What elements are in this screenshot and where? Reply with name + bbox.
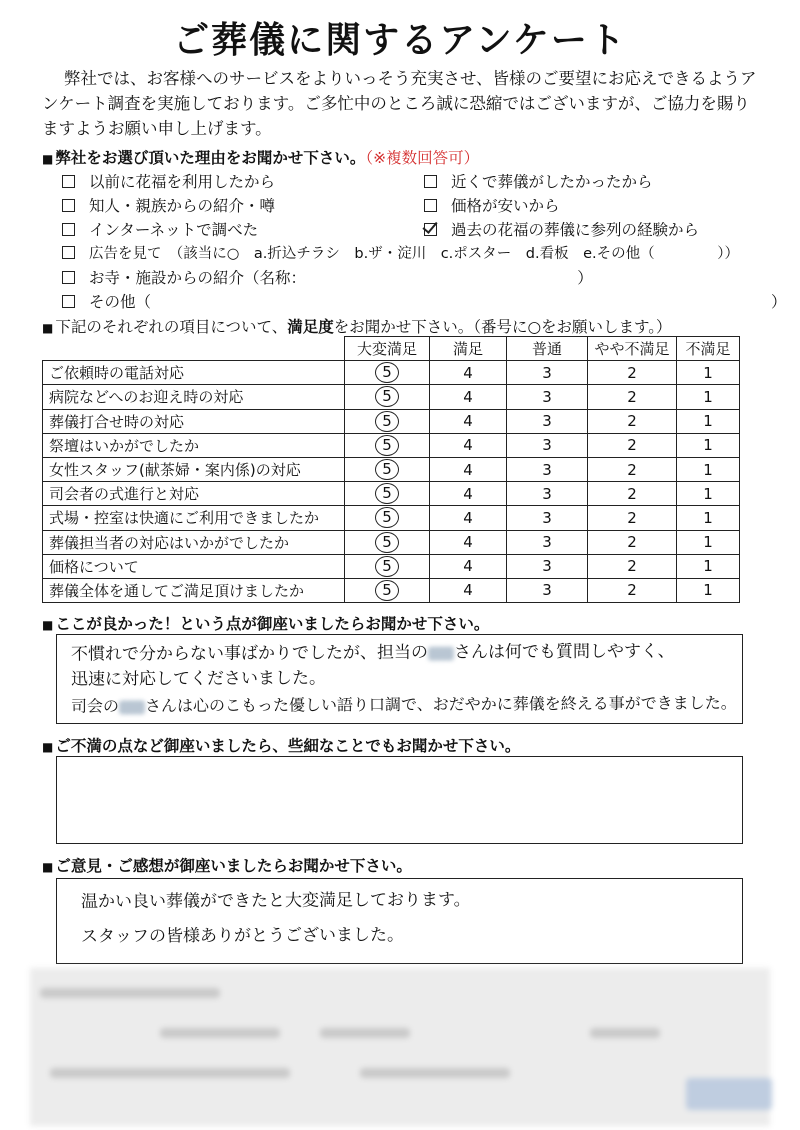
square-bullet-icon: ■ [42, 860, 54, 874]
rating-option[interactable]: 2 [588, 433, 677, 457]
square-bullet-icon: ■ [42, 321, 54, 335]
rating-option[interactable]: 4 [430, 409, 507, 433]
section-comments-heading: ■ ご意見・ご感想が御座いましたらお聞かせ下さい。 [42, 857, 412, 875]
redacted-name [119, 700, 145, 714]
reason-option-checked[interactable]: 過去の花福の葬儀に参列の経験から [424, 218, 699, 240]
table-header: 満足 [430, 337, 507, 361]
rating-option[interactable]: 1 [677, 530, 740, 554]
rating-option[interactable]: 3 [507, 554, 588, 578]
checkbox-icon[interactable] [424, 175, 437, 188]
rating-option[interactable]: 4 [430, 457, 507, 481]
table-row [43, 361, 740, 385]
blurred-footer [30, 968, 770, 1126]
rating-option[interactable]: 1 [677, 433, 740, 457]
table-header: やや不満足 [588, 337, 677, 361]
question-label: 式場・控室は快適にご利用できましたか [43, 506, 345, 530]
page-title: ご葬儀に関するアンケート [173, 20, 627, 61]
handwritten-line: 不慣れで分からない事ばかりでしたが、担当の さんは何でも質問しやすく、 [70, 641, 675, 665]
handwritten-line: 温かい良い葬儀ができたと大変満足しております。 [80, 889, 471, 913]
section-complaints-heading: ■ ご不満の点など御座いましたら、些細なことでもお聞かせ下さい。 [42, 737, 521, 755]
rating-circled: 5 [375, 507, 399, 528]
table-row [43, 554, 740, 578]
good-points-textbox[interactable] [56, 634, 743, 724]
table-row [43, 482, 740, 506]
question-label: 司会者の式進行と対応 [43, 482, 345, 506]
table-row [43, 433, 740, 457]
reason-option-other[interactable]: その他（ ） [62, 290, 787, 312]
checkbox-icon[interactable] [62, 271, 75, 284]
checkbox-icon[interactable] [62, 295, 75, 308]
rating-option[interactable]: 1 [677, 506, 740, 530]
checkbox-checked-icon[interactable] [424, 223, 437, 236]
rating-option[interactable]: 4 [430, 506, 507, 530]
table-row [43, 457, 740, 481]
rating-option[interactable]: 3 [507, 482, 588, 506]
rating-circled: 5 [375, 362, 399, 383]
reason-option-advert[interactable]: 広告を見て （該当に○ a.折込チラシ b.ザ・淀川 c.ポスター d.看板 e.その他（ ）） [62, 242, 739, 263]
rating-option[interactable]: 3 [507, 361, 588, 385]
blurred-text [360, 1068, 510, 1078]
question-label: 葬儀全体を通してご満足頂けましたか [43, 578, 345, 602]
checkbox-icon[interactable] [62, 199, 75, 212]
rating-option[interactable] [345, 409, 430, 433]
rating-option[interactable]: 4 [430, 361, 507, 385]
handwritten-line: 司会の さんは心のこもった優しい語り口調で、おだやかに葬儀を終える事ができました。 [70, 693, 737, 716]
comments-textbox[interactable] [56, 878, 743, 964]
rating-option[interactable]: 3 [507, 506, 588, 530]
question-label: 葬儀担当者の対応はいかがでしたか [43, 530, 345, 554]
complaints-textbox[interactable] [56, 756, 743, 844]
rating-option[interactable]: 1 [677, 554, 740, 578]
rating-option[interactable]: 4 [430, 482, 507, 506]
rating-option[interactable]: 2 [588, 554, 677, 578]
checkbox-icon[interactable] [62, 223, 75, 236]
blurred-stamp [686, 1078, 772, 1110]
blurred-text [590, 1028, 660, 1038]
rating-option[interactable]: 1 [677, 457, 740, 481]
rating-circled: 5 [375, 459, 399, 480]
section-satisfaction-heading: ■ 下記のそれぞれの項目について、満足度をお聞かせ下さい。（番号に○をお願いします。） [42, 318, 672, 336]
table-row [43, 506, 740, 530]
reason-option[interactable]: 近くで葬儀がしたかったから [424, 170, 653, 192]
rating-circled: 5 [375, 411, 399, 432]
redacted-name [428, 646, 454, 660]
rating-option[interactable] [345, 457, 430, 481]
rating-option[interactable] [345, 433, 430, 457]
rating-option[interactable]: 3 [507, 578, 588, 602]
reason-option[interactable]: 知人・親族からの紹介・噂 [62, 194, 275, 216]
table-row [43, 409, 740, 433]
rating-circled: 5 [375, 532, 399, 553]
rating-option[interactable]: 3 [507, 409, 588, 433]
question-label: 病院などへのお迎え時の対応 [43, 385, 345, 409]
checkbox-icon[interactable] [424, 199, 437, 212]
multiple-answer-note: （※複数回答可） [365, 149, 480, 167]
rating-option[interactable]: 3 [507, 457, 588, 481]
table-header: 大変満足 [345, 337, 430, 361]
rating-option[interactable]: 1 [677, 578, 740, 602]
rating-option[interactable]: 4 [430, 554, 507, 578]
table-row [43, 385, 740, 409]
rating-option[interactable]: 2 [588, 530, 677, 554]
table-header [43, 337, 345, 361]
blurred-text [160, 1028, 280, 1038]
reason-option[interactable]: 以前に花福を利用したから [62, 170, 275, 192]
table-header: 普通 [507, 337, 588, 361]
table-row [43, 530, 740, 554]
question-label: 葬儀打合せ時の対応 [43, 409, 345, 433]
rating-option[interactable]: 1 [677, 482, 740, 506]
rating-option[interactable]: 3 [507, 530, 588, 554]
square-bullet-icon: ■ [42, 618, 54, 632]
rating-option[interactable]: 3 [507, 385, 588, 409]
rating-option[interactable]: 2 [588, 457, 677, 481]
rating-option[interactable]: 2 [588, 361, 677, 385]
rating-option[interactable] [345, 554, 430, 578]
rating-option[interactable]: 2 [588, 409, 677, 433]
question-label: 祭壇はいかがでしたか [43, 433, 345, 457]
question-label: 価格について [43, 554, 345, 578]
blurred-text [320, 1028, 410, 1038]
square-bullet-icon: ■ [42, 152, 54, 166]
rating-option[interactable]: 4 [430, 433, 507, 457]
blurred-text [40, 988, 220, 998]
rating-option[interactable]: 2 [588, 385, 677, 409]
reason-option[interactable]: 価格が安いから [424, 194, 560, 216]
table-row [43, 578, 740, 602]
rating-option[interactable] [345, 530, 430, 554]
rating-option[interactable]: 4 [430, 385, 507, 409]
question-label: ご依頼時の電話対応 [43, 361, 345, 385]
rating-option[interactable]: 4 [430, 530, 507, 554]
rating-option[interactable]: 2 [588, 482, 677, 506]
handwritten-line: 迅速に対応してくださいました。 [70, 668, 327, 690]
square-bullet-icon: ■ [42, 740, 54, 754]
rating-option[interactable] [345, 385, 430, 409]
checkbox-icon[interactable] [62, 175, 75, 188]
rating-option[interactable]: 4 [430, 578, 507, 602]
table-header: 不満足 [677, 337, 740, 361]
checkbox-icon[interactable] [62, 246, 75, 259]
rating-circled: 5 [375, 483, 399, 504]
blurred-text [50, 1068, 290, 1078]
rating-circled: 5 [375, 556, 399, 577]
rating-circled: 5 [375, 386, 399, 407]
reason-option[interactable]: インターネットで調べた [62, 218, 258, 240]
rating-option[interactable] [345, 361, 430, 385]
intro-text: 弊社では、お客様へのサービスをよりいっそう充実させ、皆様のご要望にお応えできるようアンケート調査を実施しております。ご多忙中のところ誠に恐縮ではございますが、ご協力を賜りますようお願い申し上げます。 [42, 69, 757, 138]
handwritten-line: スタッフの皆様ありがとうございました。 [80, 925, 405, 947]
rating-option[interactable]: 2 [588, 506, 677, 530]
question-label: 女性スタッフ(献茶婦・案内係)の対応 [43, 457, 345, 481]
reason-option-temple[interactable]: お寺・施設からの紹介（名称： ） [62, 266, 593, 288]
rating-option[interactable]: 1 [677, 385, 740, 409]
rating-option[interactable] [345, 506, 430, 530]
table-header-row [43, 337, 740, 361]
rating-option[interactable]: 1 [677, 409, 740, 433]
section-good-points-heading: ■ ここが良かった！という点が御座いましたらお聞かせ下さい。 [42, 615, 490, 633]
rating-option[interactable]: 1 [677, 361, 740, 385]
section-reason-title: 弊社をお選び頂いた理由をお聞かせ下さい。 [55, 149, 366, 167]
rating-option[interactable] [345, 578, 430, 602]
rating-option[interactable]: 3 [507, 433, 588, 457]
section-reason-heading [42, 146, 479, 168]
rating-circled: 5 [375, 580, 399, 601]
rating-option[interactable] [345, 482, 430, 506]
rating-circled: 5 [375, 435, 399, 456]
satisfaction-table [42, 336, 740, 603]
rating-option[interactable]: 2 [588, 578, 677, 602]
